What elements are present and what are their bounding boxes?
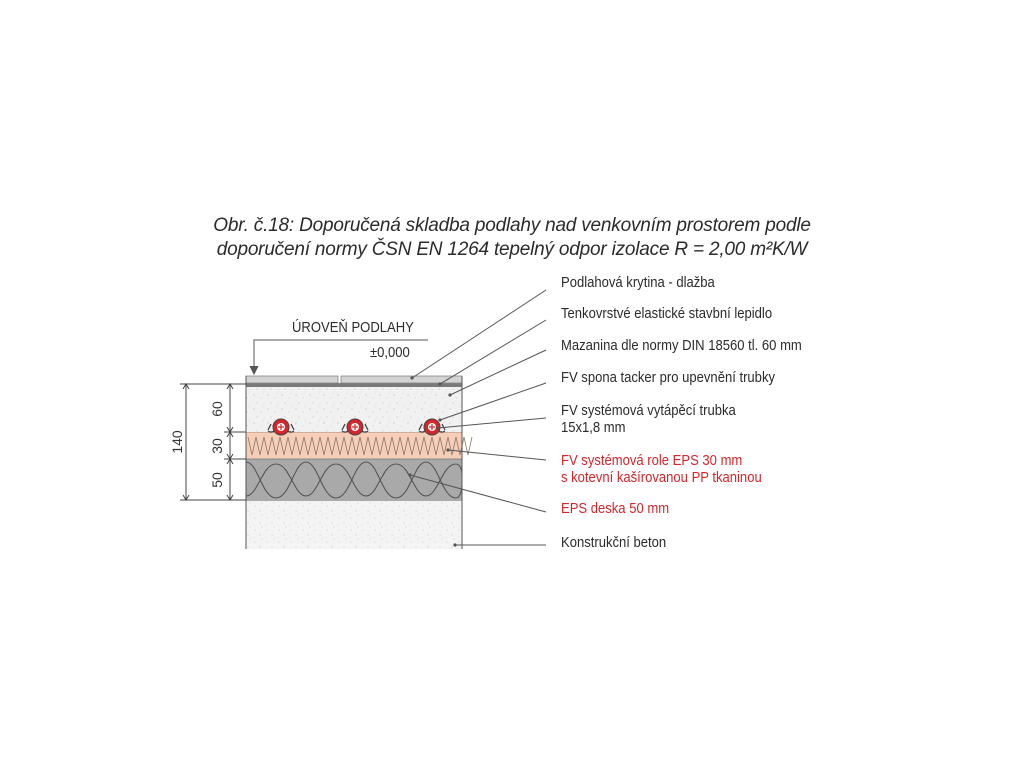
layer-label-tiles: Podlahová krytina - dlažba (561, 275, 715, 291)
concrete-layer (246, 501, 462, 549)
dim-total: 140 (169, 430, 185, 454)
dim-screed: 60 (209, 401, 225, 417)
figure-caption-line-2: doporučení normy ČSN EN 1264 tepelný odpor izolace R = 2,00 m²K/W (216, 239, 808, 260)
layer-label-eps-roll-detail: s kotevní kašírovanou PP tkaninou (561, 470, 762, 486)
layer-label-eps-roll: FV systémová role EPS 30 mm (561, 453, 743, 469)
adhesive-layer (246, 383, 462, 387)
tile-left (246, 376, 338, 383)
layer-label-adhesive: Tenkovrstvé elastické stavbní lepidlo (561, 306, 773, 322)
layer-label-concrete: Konstrukční beton (561, 535, 667, 551)
floor-level-value: ±0,000 (370, 345, 410, 361)
layer-label-pipe-size: 15x1,8 mm (561, 420, 626, 436)
layer-label-pipe: FV systémová vytápěcí trubka (561, 403, 736, 419)
floor-level-label: ÚROVEŇ PODLAHY (292, 320, 414, 336)
layer-label-eps-board: EPS deska 50 mm (561, 501, 670, 517)
layer-label-screed: Mazanina dle normy DIN 18560 tl. 60 mm (561, 338, 802, 354)
layer-label-tacker: FV spona tacker pro upevnění trubky (561, 370, 776, 386)
dimension-labels (169, 401, 225, 488)
dim-eps-board: 50 (209, 472, 225, 488)
figure-caption-line-1: Obr. č.18: Doporučená skladba podlahy nad venkovním prostorem podle (213, 215, 811, 236)
dim-eps-roll: 30 (209, 438, 225, 454)
